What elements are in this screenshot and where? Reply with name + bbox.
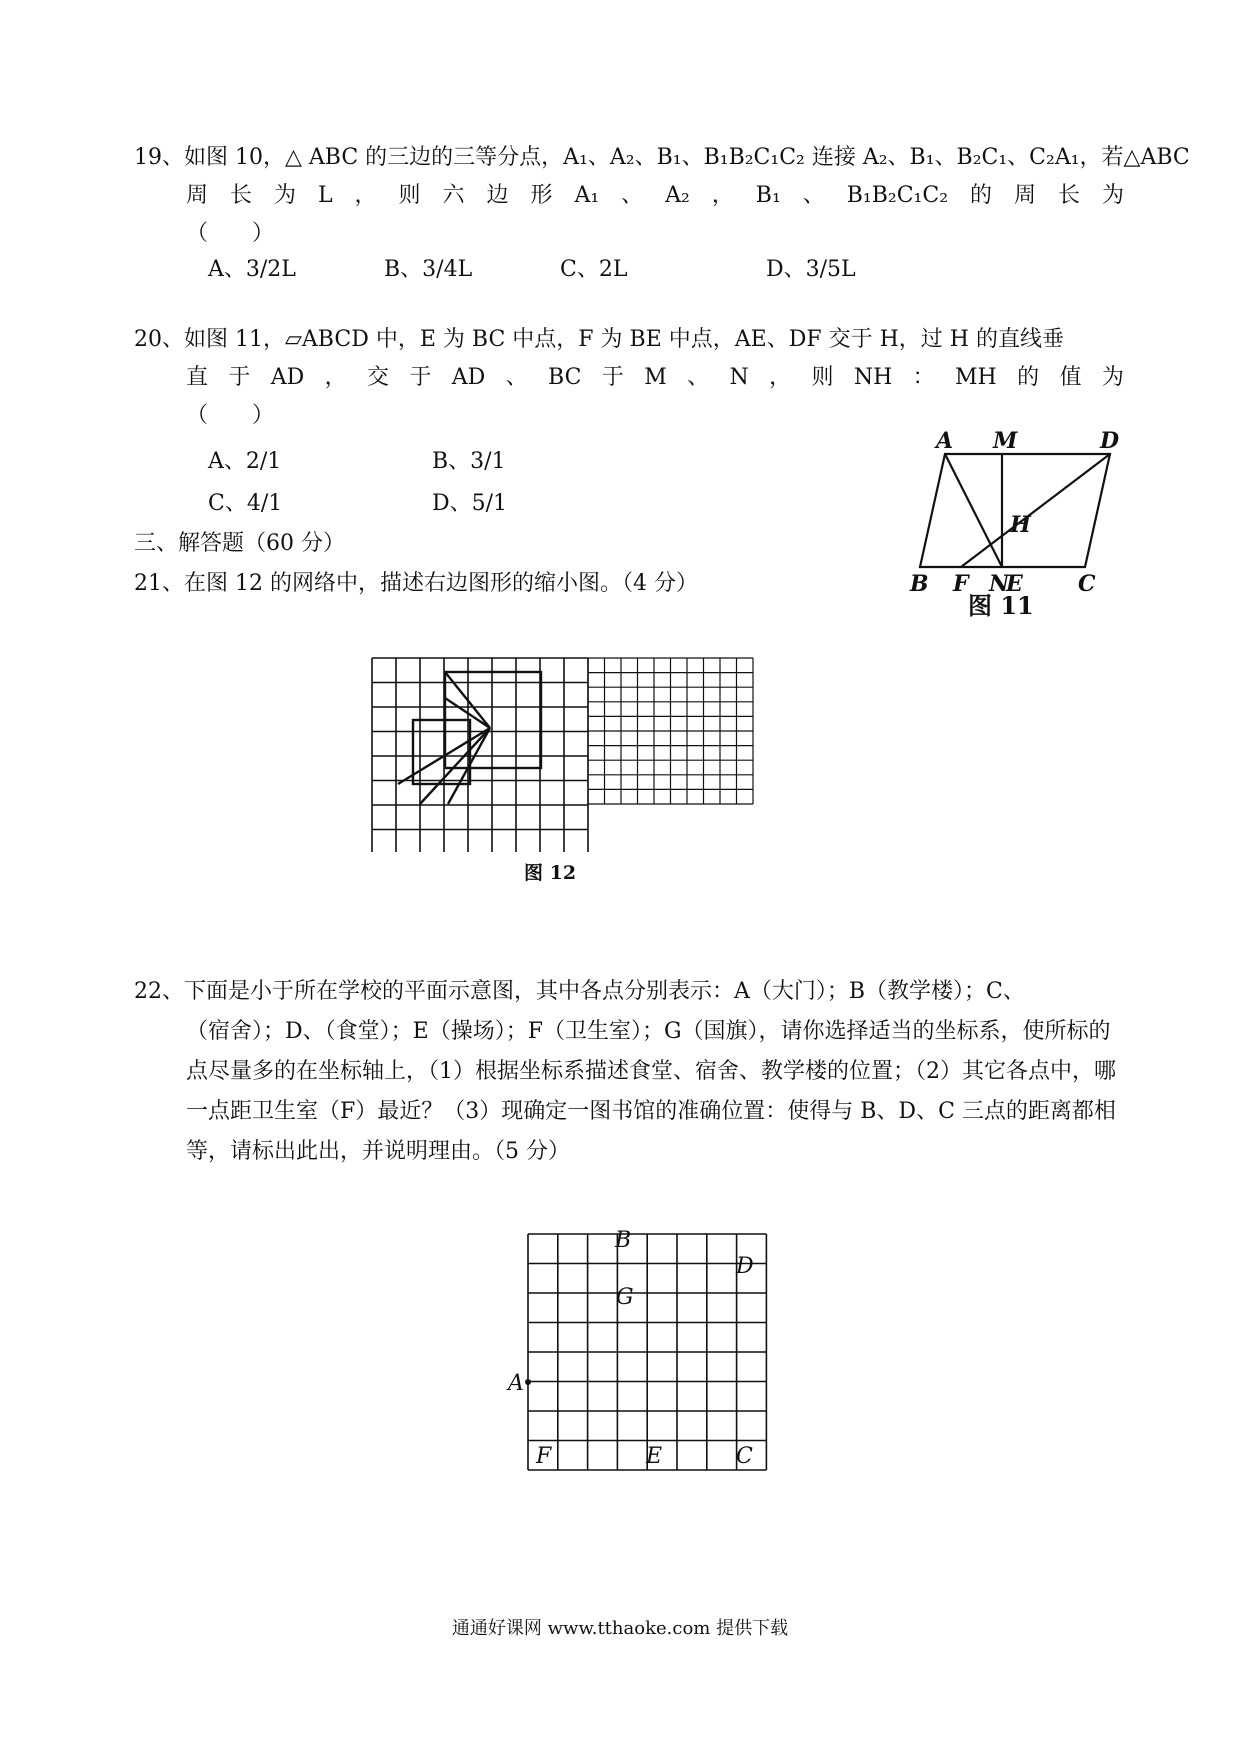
q19-line2-word: B₁ (755, 183, 781, 208)
map-label-e: E (646, 1444, 663, 1469)
q20-option-b: B、3/1 (432, 449, 506, 474)
q20-line2-word: 的 (1017, 365, 1040, 390)
q19-line2-word: 形 (530, 183, 553, 208)
q20-line2-word: AD (270, 365, 305, 390)
q20-line2-word: AD (451, 365, 486, 390)
q20-option-a: A、2/1 (208, 449, 282, 474)
q22-paragraph (134, 972, 1124, 1172)
map-label-c: C (736, 1444, 753, 1469)
q22-continuation: （宿舍）；D、（食堂）；E（操场）；F（卫生室）；G（国旗），请你选择适当的坐标系，使所标的点尽量多的在坐标轴上，（1）根据坐标系描述食堂、宿舍、教学楼的位置；（2）其它各点中，哪一点距卫生室（F）最近？（3）现确定一图书馆的准确位置：使得与 B、D、C 三点的距离都相等，请标出此出，并说明理由。（5 分） (186, 1019, 1116, 1164)
map-label-a: A (508, 1371, 524, 1396)
fig11-label-d: D (1100, 428, 1120, 454)
fig11-label-a: A (936, 428, 954, 454)
q20-line2-word: 于 (228, 365, 251, 390)
q20-line2-word: 为 (1101, 365, 1124, 390)
figure-11-caption: 图 11 (968, 591, 1034, 620)
q20-line2-word: 于 (601, 365, 624, 390)
map-label-d: D (736, 1254, 754, 1279)
q20-option-c: C、4/1 (208, 491, 283, 516)
q20-line2 (186, 364, 1124, 392)
q19-line2-word: L (317, 183, 333, 208)
q19-line2-word: 、 (802, 183, 825, 208)
q19-line2-word: 则 (398, 183, 421, 208)
map-label-g: G (616, 1285, 634, 1310)
q20-line2-word: 则 (811, 365, 834, 390)
q22-first-line: 22、下面是小于所在学校的平面示意图，其中各点分别表示：A（大门）；B（教学楼）；C、 (134, 979, 1025, 1004)
q20-line2-word: 、 (505, 365, 528, 390)
q19-line2-word: A₁ (574, 183, 600, 208)
q19-option-a: A、3/2L (208, 257, 296, 282)
q20-line2-word: MH (954, 365, 997, 390)
q20-answer-paren: （ ） (186, 403, 275, 428)
q20-line2-word: 交 (367, 365, 390, 390)
q19-line2-word: 为 (273, 183, 296, 208)
q20-line2-word: 、 (687, 365, 710, 390)
q19-line2-word: 为 (1101, 183, 1124, 208)
q20-line2-word: NH (853, 365, 893, 390)
q19-line2-word: B₁B₂C₁C₂ (846, 183, 949, 208)
figure-12-caption: 图 12 (524, 862, 577, 884)
q19-option-c: C、2L (560, 257, 628, 282)
section-3-heading: 三、解答题（60 分） (134, 531, 345, 556)
q20-line2-word: 直 (186, 365, 209, 390)
q20-line2-word: BC (548, 365, 582, 390)
q19-line2-word: ， (354, 183, 377, 208)
q20-line2-word: ， (769, 365, 792, 390)
fig11-label-m: M (993, 428, 1018, 454)
q20-line2-word: N (729, 365, 749, 390)
q19-option-b: B、3/4L (384, 257, 473, 282)
q20-line2-word: M (644, 365, 667, 390)
fig11-label-e: E (1006, 571, 1023, 597)
q19-line2 (186, 182, 1124, 210)
q20-option-d: D、5/1 (432, 491, 508, 516)
q20-line2-word: ： (912, 365, 935, 390)
q20-line1: 20、如图 11，▱ABCD 中，E 为 BC 中点，F 为 BE 中点，AE、DF 交于 H，过 H 的直线垂 (134, 327, 1064, 352)
q21-text: 21、在图 12 的网络中，描述右边图形的缩小图。（4 分） (134, 571, 698, 596)
q19-line2-word: 、 (621, 183, 644, 208)
fig11-label-c: C (1078, 571, 1096, 597)
q19-line2-word: 六 (442, 183, 465, 208)
q19-answer-paren: （ ） (186, 221, 275, 246)
school-map-grid (500, 1220, 780, 1480)
q19-line2-word: ， (711, 183, 734, 208)
q19-line2-word: A₂ (665, 183, 690, 208)
map-label-b: B (615, 1228, 632, 1253)
q19-line2-word: 的 (970, 183, 993, 208)
fig11-label-f: F (953, 571, 969, 597)
fig11-label-b: B (910, 571, 929, 597)
q19-line2-word: 长 (1057, 183, 1080, 208)
q19-option-d: D、3/5L (766, 257, 856, 282)
q19-line2-word: 边 (486, 183, 509, 208)
map-label-f: F (536, 1444, 552, 1469)
q20-line2-word: 值 (1059, 365, 1082, 390)
fig11-label-h: H (1010, 512, 1031, 538)
q19-line2-word: 周 (1013, 183, 1036, 208)
q19-line2-word: 长 (229, 183, 252, 208)
q19-line1: 19、如图 10，△ ABC 的三边的三等分点，A₁、A₂、B₁、B₁B₂C₁C₂ 连接 A₂、B₁、B₂C₁、C₂A₁，若△ABC (134, 145, 1190, 170)
q20-line2-word: ， (324, 365, 347, 390)
figure-12-grids (362, 652, 762, 852)
q19-line2-word: 周 (186, 183, 209, 208)
q20-line2-word: 于 (409, 365, 432, 390)
fig11-label-n: N (989, 571, 1010, 597)
footer-download-note: 通通好课网 www.tthaoke.com 提供下载 (451, 1618, 789, 1639)
